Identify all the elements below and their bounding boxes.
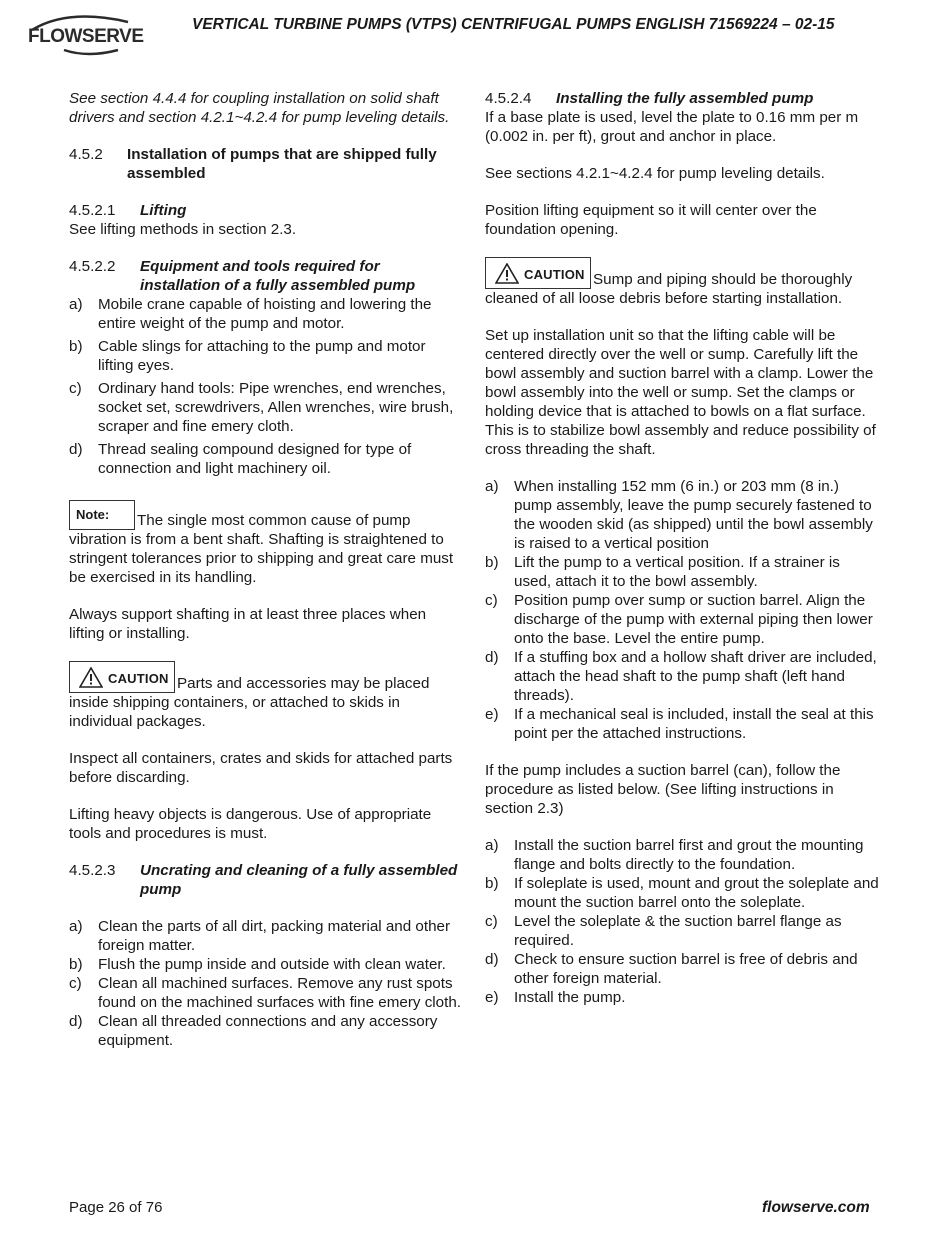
caution-badge <box>69 661 175 693</box>
list-text: Mobile crane capable of hoisting and lowering the entire weight of the pump and motor. <box>98 296 432 332</box>
list-letter: d) <box>485 951 499 968</box>
list-letter: c) <box>485 592 498 609</box>
list-letter: a) <box>485 837 499 854</box>
tools-list <box>69 295 461 478</box>
subsection-number: 4.5.2.3 <box>69 862 116 879</box>
list-text: Lift the pump to a vertical position. If a strainer is used, attach it to the bowl assembly. <box>514 554 840 590</box>
list-item <box>485 912 880 950</box>
right-column <box>485 89 880 1025</box>
warning-triangle-icon <box>495 263 519 284</box>
section-number: 4.5.2 <box>69 146 103 163</box>
paragraph: If the pump includes a suction barrel (can), follow the procedure as listed below. (See lifting instructions in section 2.3) <box>485 762 841 817</box>
caution-label: CAUTION <box>108 671 169 686</box>
list-item <box>69 1012 461 1050</box>
list-letter: d) <box>69 1013 83 1030</box>
list-item <box>69 440 461 478</box>
list-item <box>485 591 880 648</box>
list-text: Install the pump. <box>514 989 626 1006</box>
list-letter: b) <box>69 956 83 973</box>
note-text: The single most common cause of pump vibration is from a bent shaft. Shafting is straightened to stringent tolerances prior to shipping and great care must be exercised in its handling. <box>69 512 454 586</box>
list-item <box>69 917 461 955</box>
paragraph: Always support shafting in at least three places when lifting or installing. <box>69 606 427 642</box>
list-item <box>69 337 461 375</box>
list-letter: b) <box>485 875 499 892</box>
list-item <box>485 988 880 1007</box>
list-text: When installing 152 mm (6 in.) or 203 mm (8 in.) pump assembly, leave the pump securely fastened to the wooden skid (as shipped) until the bowl assembly is raised to a vertical position <box>514 478 873 552</box>
list-letter: a) <box>69 918 83 935</box>
list-item <box>485 705 880 743</box>
caution-badge <box>485 257 591 289</box>
cleaning-list <box>69 917 461 1050</box>
list-letter: b) <box>69 338 83 355</box>
list-item <box>485 648 880 705</box>
list-text: If a stuffing box and a hollow shaft driver are included, attach the head shaft to the pump shaft (left hand threads). <box>514 649 877 704</box>
subsection-title: Equipment and tools required for installation of a fully assembled pump <box>140 258 416 294</box>
note-badge <box>69 500 135 530</box>
list-letter: c) <box>485 913 498 930</box>
subsection-number: 4.5.2.2 <box>69 258 116 275</box>
list-item <box>485 836 880 874</box>
intro-text: See section 4.4.4 for coupling installation on solid shaft drivers and section 4.2.1~4.2.4 for pump leveling details. <box>69 90 450 126</box>
list-item <box>69 379 461 436</box>
list-text: Flush the pump inside and outside with clean water. <box>98 956 446 973</box>
list-text: Position pump over sump or suction barrel. Align the discharge of the pump with external piping then lower onto the base. Level the entire pump. <box>514 592 873 647</box>
paragraph: Lifting heavy objects is dangerous. Use of appropriate tools and procedures is must. <box>69 806 432 842</box>
list-item <box>69 974 461 1012</box>
section-heading <box>69 145 461 183</box>
paragraph: Position lifting equipment so it will center over the foundation opening. <box>485 202 817 238</box>
list-text: Clean the parts of all dirt, packing material and other foreign matter. <box>98 918 451 954</box>
list-letter: a) <box>69 296 83 313</box>
list-text: Level the soleplate & the suction barrel flange as required. <box>514 913 842 949</box>
subsection-heading <box>69 257 461 295</box>
subsection-title: Installing the fully assembled pump <box>556 90 814 107</box>
subsection-title: Lifting <box>140 202 187 219</box>
list-letter: e) <box>485 706 499 723</box>
list-text: Clean all machined surfaces. Remove any rust spots found on the machined surfaces with fine emery cloth. <box>98 975 462 1011</box>
caution-text: Sump and piping should be thoroughly cleaned of all loose debris before starting installation. <box>485 271 853 307</box>
paragraph: See lifting methods in section 2.3. <box>69 221 297 238</box>
caution-label: CAUTION <box>524 267 585 282</box>
barrel-steps-list <box>485 836 880 1007</box>
caution-paragraph <box>69 661 461 731</box>
subsection-heading <box>69 201 461 220</box>
list-text: Install the suction barrel first and grout the mounting flange and bolts directly to the foundation. <box>514 837 864 873</box>
list-letter: c) <box>69 380 82 397</box>
note-paragraph <box>69 500 461 587</box>
list-text: If soleplate is used, mount and grout the soleplate and mount the suction barrel onto the soleplate. <box>514 875 879 911</box>
paragraph: Set up installation unit so that the lifting cable will be centered directly over the well or sump. Carefully lift the bowl assembly and suction barrel with a clamp. Lower the bowl assembly into the well or sump. Set the clamps or holding device that is attached to bowls on a flat surface. This is to stabilize bowl assembly and reduce possibility of cross threading the shaft. <box>485 327 876 458</box>
caution-text: Parts and accessories may be placed inside shipping containers, or attached to skids in individual packages. <box>69 675 430 730</box>
list-item <box>69 295 461 333</box>
paragraph: See sections 4.2.1~4.2.4 for pump leveling details. <box>485 165 825 182</box>
subsection-number: 4.5.2.4 <box>485 90 532 107</box>
list-item <box>485 553 880 591</box>
logo-text: FLOWSERVE <box>28 26 144 47</box>
website-link[interactable]: flowserve.com <box>762 1199 870 1216</box>
list-text: Cable slings for attaching to the pump and motor lifting eyes. <box>98 338 426 374</box>
subsection-heading <box>485 89 880 108</box>
list-text: Check to ensure suction barrel is free of debris and other foreign material. <box>514 951 858 987</box>
warning-triangle-icon <box>79 667 103 688</box>
list-letter: a) <box>485 478 499 495</box>
list-letter: d) <box>485 649 499 666</box>
section-title: Installation of pumps that are shipped fully assembled <box>127 146 437 182</box>
list-letter: c) <box>69 975 82 992</box>
list-item <box>69 955 461 974</box>
note-label: Note: <box>76 507 110 522</box>
left-column <box>69 89 461 1068</box>
list-letter: b) <box>485 554 499 571</box>
list-text: Thread sealing compound designed for type of connection and light machinery oil. <box>98 441 412 477</box>
paragraph: Inspect all containers, crates and skids for attached parts before discarding. <box>69 750 453 786</box>
list-text: If a mechanical seal is included, install the seal at this point per the attached instructions. <box>514 706 874 742</box>
caution-paragraph <box>485 257 880 308</box>
document-title: VERTICAL TURBINE PUMPS (VTPS) CENTRIFUGAL PUMPS ENGLISH 71569224 – 02-15 <box>192 16 835 33</box>
list-letter: d) <box>69 441 83 458</box>
subsection-heading <box>69 861 461 899</box>
page-number: Page 26 of 76 <box>69 1199 163 1216</box>
install-steps-list <box>485 477 880 743</box>
list-item <box>485 950 880 988</box>
list-text: Ordinary hand tools: Pipe wrenches, end wrenches, socket set, screwdrivers, Allen wrenches, wire brush, scraper and fine emery cloth. <box>98 380 454 435</box>
subsection-number: 4.5.2.1 <box>69 202 116 219</box>
list-item <box>485 477 880 553</box>
subsection-title: Uncrating and cleaning of a fully assembled pump <box>140 862 458 898</box>
paragraph: If a base plate is used, level the plate to 0.16 mm per m (0.002 in. per ft), grout and anchor in place. <box>485 109 859 145</box>
flowserve-logo <box>28 12 144 58</box>
list-letter: e) <box>485 989 499 1006</box>
list-text: Clean all threaded connections and any accessory equipment. <box>98 1013 438 1049</box>
list-item <box>485 874 880 912</box>
